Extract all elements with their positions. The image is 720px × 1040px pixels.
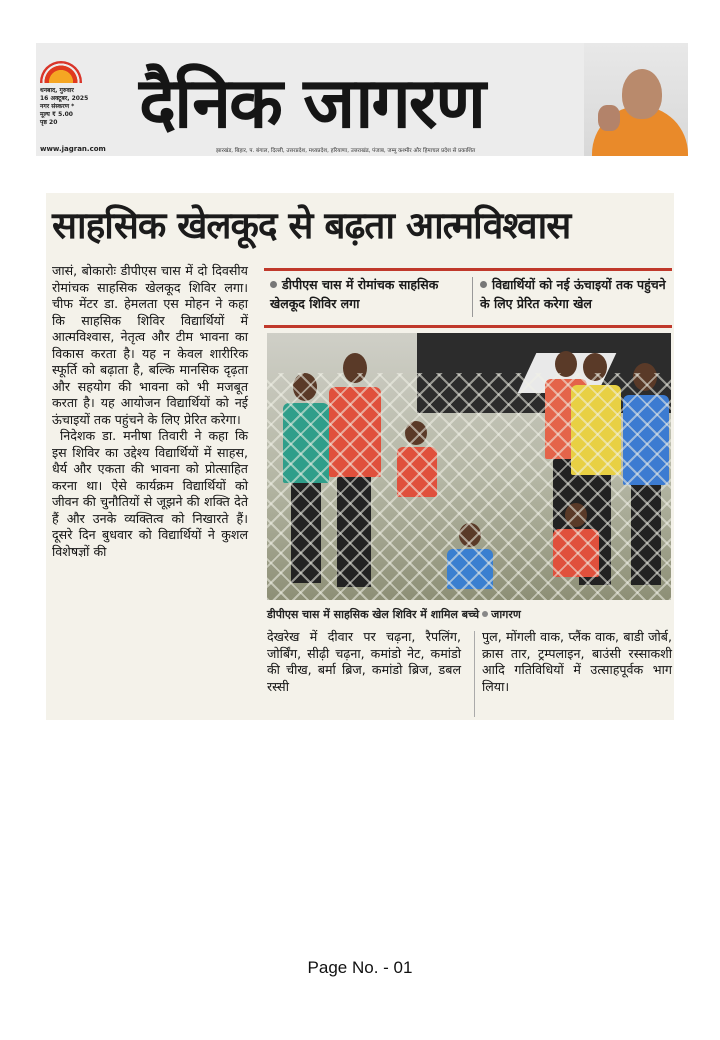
photo-caption — [267, 607, 671, 622]
subheading-text: विद्यार्थियों को नई ऊंचाइयों तक पहुंचने के लिए प्रेरित करेगा खेल — [480, 277, 666, 311]
bullet-icon — [480, 281, 487, 288]
subheading — [270, 275, 470, 313]
edition-line: 16 अक्टूबर, 2025 — [40, 95, 89, 102]
page-number: Page No. - 01 — [307, 958, 413, 977]
subheading — [480, 275, 672, 313]
edition-info — [40, 87, 130, 127]
subheading-text: डीपीएस चास में रोमांचक साहसिक खेलकूद शिविर लगा — [270, 277, 439, 311]
article-column-right: पुल, मोंगली वाक, प्लैंक वाक, बाडी जोर्ब, क्रास तार, ट्रम्पलाइन, बाउंसी रस्साकशी आदि गतिविधियों में उत्साहपूर्वक भाग लिया। — [482, 629, 672, 694]
column-divider — [474, 631, 475, 717]
sun-logo-icon — [40, 61, 82, 83]
divider — [472, 277, 473, 317]
article-column-middle: देखरेख में दीवार पर चढ़ना, रैपलिंग, जोर्बिंग, सीढ़ी चढ़ना, कमांडो नेट, कमांडो की चीख, बर्मा ब्रिज, कमांडो ब्रिज, डबल रस्सी — [267, 629, 461, 694]
newspaper-title: दैनिक जागरण — [139, 62, 484, 144]
paragraph: जासं, बोकारोः डीपीएस चास में दो दिवसीय रोमांचक साहसिक खेलकूद शिविर लगा। चीफ मेंटर डा. हेमलता एस मोहन ने कहा कि साहसिक शिविर विद्यार्थियों में आत्मविश्वास, नेतृत्व और टीम भावना का विकास करता है। यह न केवल शारीरिक स्फूर्ति को बढ़ाता है, बल्कि मानसिक दृढ़ता और सहयोग की भावना को भी मजबूत करता है। यह आयोजन विद्यार्थियों को नई ऊंचाइयों तक पहुंचने के लिए प्रेरित करेगा। — [52, 263, 248, 427]
divider-rule — [264, 325, 672, 328]
news-clipping — [46, 193, 674, 720]
article-headline: साहसिक खेलकूद से बढ़ता आत्मविश्वास — [52, 204, 571, 247]
newspaper-masthead — [36, 43, 688, 156]
edition-line: मूल्य ₹ 5.00 — [40, 111, 73, 118]
edition-line: नगर संस्करण * — [40, 103, 75, 110]
paragraph: निदेशक डा. मनीषा तिवारी ने कहा कि इस शिविर का उद्देश्य विद्यार्थियों में साहस, धैर्य और एकता की भावना को प्रोत्साहित करना था। ऐसे कार्यक्रम विद्यार्थियों को जीवन की चुनौतियों से जूझने की शक्ति देते हैं और उनके व्यक्तित्व को निखारते हैं। दूसरे दिन बुधवार को विद्यार्थियों ने कुशल विशेषज्ञों की — [52, 428, 248, 559]
students-photo — [267, 333, 671, 600]
caption-text: डीपीएस चास में साहसिक खेल शिविर में शामिल बच्चे — [267, 608, 480, 621]
website-url: www.jagran.com — [40, 145, 106, 153]
edition-line: पृष्ठ 20 — [40, 119, 58, 126]
article-column-left — [52, 263, 248, 560]
masthead-portrait-image — [584, 43, 688, 156]
bullet-icon — [482, 611, 488, 617]
edition-line: धनबाद, गुरुवार — [40, 87, 74, 94]
photo-credit: जागरण — [491, 608, 521, 621]
divider-rule — [264, 268, 672, 271]
publication-regions: झारखंड, बिहार, प. बंगाल, दिल्ली, उत्तरप्रदेश, मध्यप्रदेश, हरियाणा, उत्तराखंड, पंजाब, जम्मू कश्मीर और हिमाचल प्रदेश से प्रकाशित — [216, 148, 476, 154]
bullet-icon — [270, 281, 277, 288]
